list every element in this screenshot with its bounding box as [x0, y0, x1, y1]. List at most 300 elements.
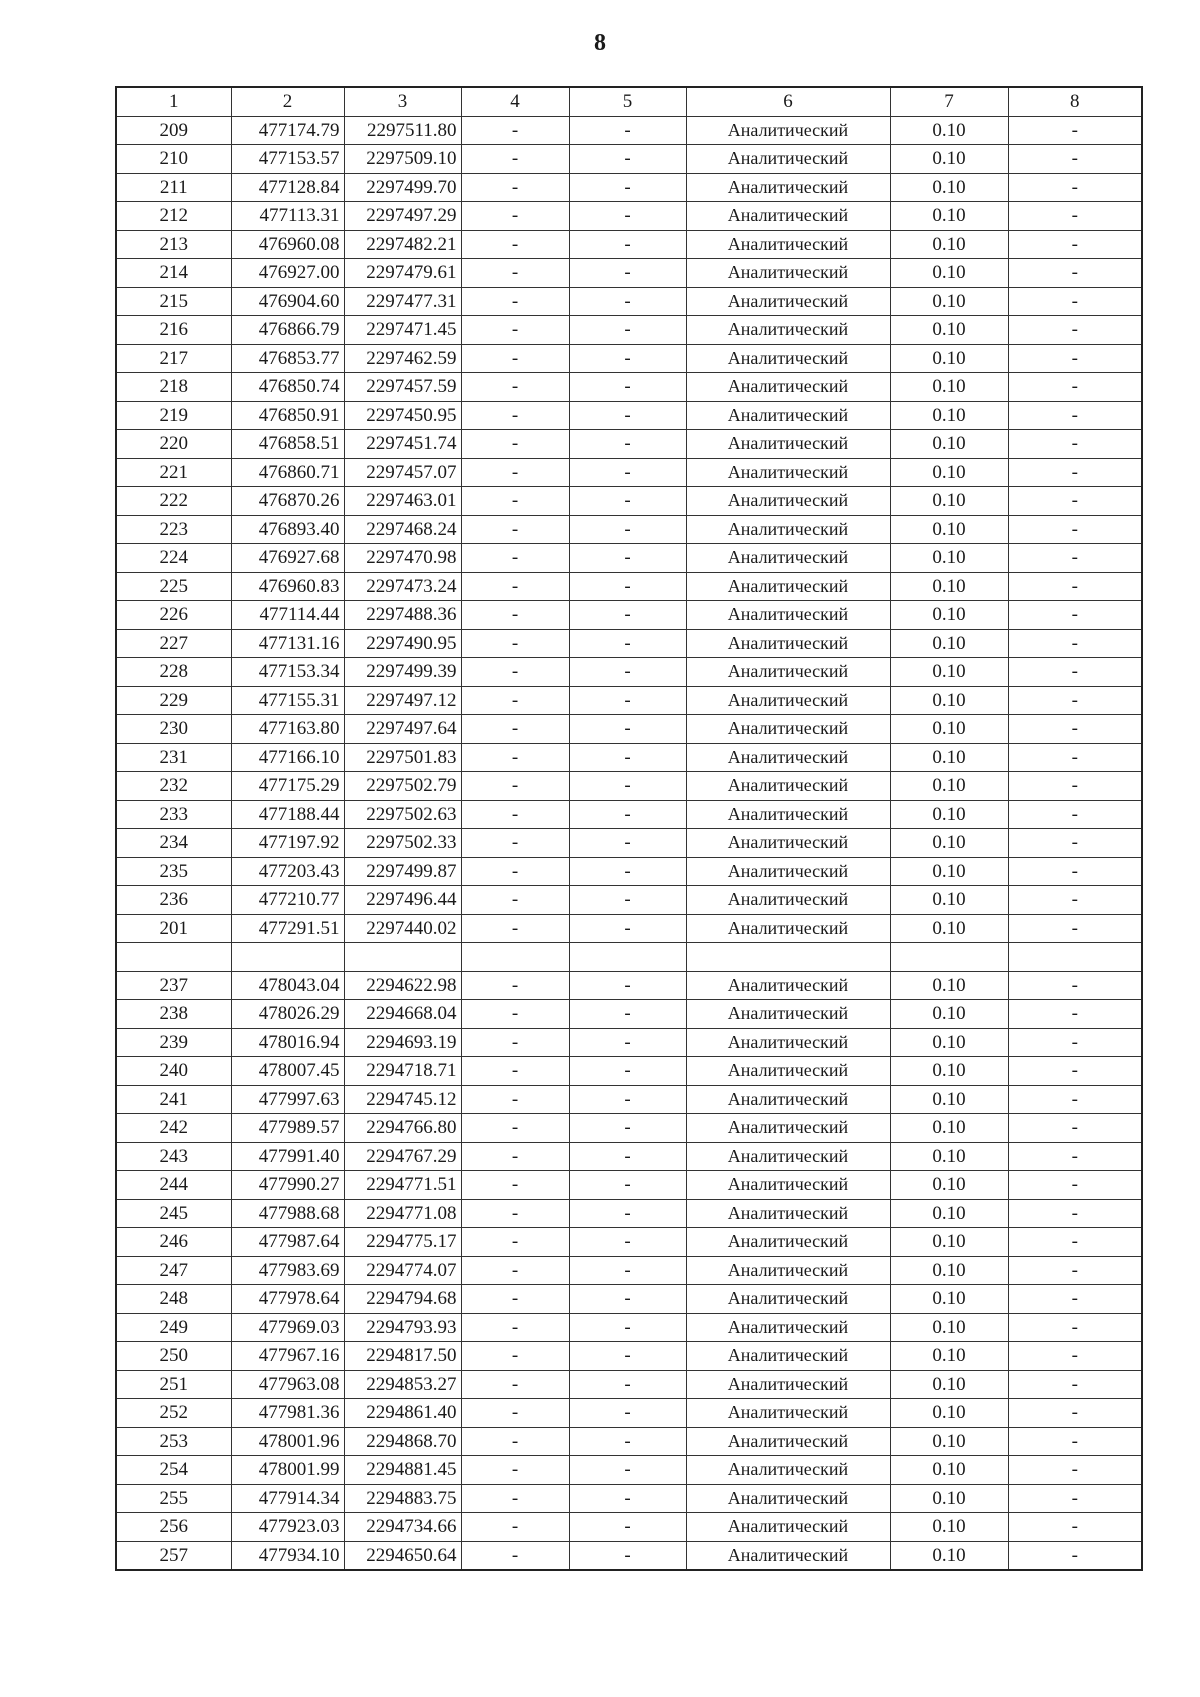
accuracy-cell: 0.10 — [890, 430, 1008, 459]
x-coordinate-cell: 477203.43 — [231, 857, 344, 886]
column-5-cell: - — [569, 1313, 686, 1342]
table-row — [116, 230, 1142, 259]
column-8-cell: - — [1008, 173, 1142, 202]
point-number-cell: 226 — [116, 601, 231, 630]
column-4-cell: - — [461, 1085, 569, 1114]
method-cell: Аналитический — [686, 1028, 890, 1057]
accuracy-cell: 0.10 — [890, 344, 1008, 373]
table-row — [116, 1000, 1142, 1029]
point-number-cell: 252 — [116, 1399, 231, 1428]
y-coordinate-cell: 2294853.27 — [344, 1370, 461, 1399]
column-5-cell: - — [569, 287, 686, 316]
column-8-cell: - — [1008, 1427, 1142, 1456]
method-cell: Аналитический — [686, 1399, 890, 1428]
y-coordinate-cell: 2297473.24 — [344, 572, 461, 601]
x-coordinate-cell: 477991.40 — [231, 1142, 344, 1171]
column-8-cell: - — [1008, 544, 1142, 573]
y-coordinate-cell: 2297497.29 — [344, 202, 461, 231]
point-number-cell: 257 — [116, 1541, 231, 1570]
y-coordinate-cell: 2297468.24 — [344, 515, 461, 544]
point-number-cell: 213 — [116, 230, 231, 259]
table-row — [116, 344, 1142, 373]
accuracy-cell: 0.10 — [890, 1342, 1008, 1371]
column-4-cell: - — [461, 230, 569, 259]
x-coordinate-cell: 477155.31 — [231, 686, 344, 715]
y-coordinate-cell: 2294622.98 — [344, 971, 461, 1000]
column-5-cell: - — [569, 658, 686, 687]
column-5-cell: - — [569, 173, 686, 202]
column-5-cell: - — [569, 629, 686, 658]
column-4-cell: - — [461, 1541, 569, 1570]
column-5-cell — [569, 943, 686, 972]
x-coordinate-cell: 476870.26 — [231, 487, 344, 516]
column-4-cell: - — [461, 629, 569, 658]
accuracy-cell: 0.10 — [890, 173, 1008, 202]
point-number-cell: 211 — [116, 173, 231, 202]
x-coordinate-cell: 478001.99 — [231, 1456, 344, 1485]
column-5-cell: - — [569, 145, 686, 174]
column-4-cell: - — [461, 430, 569, 459]
point-number-cell: 233 — [116, 800, 231, 829]
y-coordinate-cell: 2297502.79 — [344, 772, 461, 801]
column-8-cell: - — [1008, 601, 1142, 630]
column-8-cell: - — [1008, 1313, 1142, 1342]
table-body — [116, 87, 1142, 1570]
table-row — [116, 373, 1142, 402]
table-row — [116, 1028, 1142, 1057]
accuracy-cell: 0.10 — [890, 800, 1008, 829]
point-number-cell: 222 — [116, 487, 231, 516]
method-cell: Аналитический — [686, 173, 890, 202]
column-8-cell: - — [1008, 1342, 1142, 1371]
method-cell: Аналитический — [686, 886, 890, 915]
column-4-cell: - — [461, 487, 569, 516]
method-cell: Аналитический — [686, 857, 890, 886]
accuracy-cell: 0.10 — [890, 572, 1008, 601]
point-number-cell: 235 — [116, 857, 231, 886]
method-cell: Аналитический — [686, 1114, 890, 1143]
column-4-cell: - — [461, 1313, 569, 1342]
method-cell: Аналитический — [686, 1285, 890, 1314]
table-row — [116, 1285, 1142, 1314]
column-4-cell: - — [461, 1142, 569, 1171]
point-number-cell: 247 — [116, 1256, 231, 1285]
table-row — [116, 772, 1142, 801]
column-8-cell: - — [1008, 629, 1142, 658]
table-row — [116, 1370, 1142, 1399]
point-number-cell: 246 — [116, 1228, 231, 1257]
column-8-cell: - — [1008, 1399, 1142, 1428]
point-number-cell: 244 — [116, 1171, 231, 1200]
table-row — [116, 1313, 1142, 1342]
accuracy-cell: 0.10 — [890, 886, 1008, 915]
column-5-cell: - — [569, 601, 686, 630]
y-coordinate-cell: 2297502.63 — [344, 800, 461, 829]
point-number-cell: 219 — [116, 401, 231, 430]
point-number-cell: 242 — [116, 1114, 231, 1143]
method-cell: Аналитический — [686, 601, 890, 630]
x-coordinate-cell: 477983.69 — [231, 1256, 344, 1285]
column-5-cell: - — [569, 857, 686, 886]
column-4-cell: - — [461, 658, 569, 687]
column-8-cell: - — [1008, 202, 1142, 231]
point-number-cell: 248 — [116, 1285, 231, 1314]
column-5-cell: - — [569, 373, 686, 402]
method-cell: Аналитический — [686, 772, 890, 801]
y-coordinate-cell: 2294868.70 — [344, 1427, 461, 1456]
column-5-cell: - — [569, 1000, 686, 1029]
x-coordinate-cell: 477978.64 — [231, 1285, 344, 1314]
method-cell: Аналитический — [686, 743, 890, 772]
column-8-cell: - — [1008, 772, 1142, 801]
method-cell: Аналитический — [686, 1370, 890, 1399]
accuracy-cell: 0.10 — [890, 515, 1008, 544]
table-row — [116, 1057, 1142, 1086]
table-row — [116, 1342, 1142, 1371]
column-5-cell: - — [569, 971, 686, 1000]
x-coordinate-cell — [231, 943, 344, 972]
y-coordinate-cell: 2297482.21 — [344, 230, 461, 259]
x-coordinate-cell: 476960.83 — [231, 572, 344, 601]
accuracy-cell: 0.10 — [890, 202, 1008, 231]
method-cell: Аналитический — [686, 1342, 890, 1371]
point-number-cell: 225 — [116, 572, 231, 601]
point-number-cell: 229 — [116, 686, 231, 715]
x-coordinate-cell: 476860.71 — [231, 458, 344, 487]
y-coordinate-cell: 2294794.68 — [344, 1285, 461, 1314]
column-8-cell: - — [1008, 1456, 1142, 1485]
y-coordinate-cell: 2297501.83 — [344, 743, 461, 772]
point-number-cell: 230 — [116, 715, 231, 744]
y-coordinate-cell: 2294766.80 — [344, 1114, 461, 1143]
column-5-cell: - — [569, 1541, 686, 1570]
table-row — [116, 544, 1142, 573]
column-8-cell: - — [1008, 1171, 1142, 1200]
column-5-cell: - — [569, 401, 686, 430]
column-4-cell: - — [461, 829, 569, 858]
x-coordinate-cell: 477175.29 — [231, 772, 344, 801]
point-number-cell: 237 — [116, 971, 231, 1000]
column-8-cell: - — [1008, 1370, 1142, 1399]
column-8-cell: - — [1008, 1484, 1142, 1513]
column-4-cell: - — [461, 572, 569, 601]
column-4-cell: - — [461, 1057, 569, 1086]
x-coordinate-cell: 477987.64 — [231, 1228, 344, 1257]
x-coordinate-cell: 477188.44 — [231, 800, 344, 829]
table-row — [116, 287, 1142, 316]
column-8-cell: - — [1008, 658, 1142, 687]
method-cell: Аналитический — [686, 629, 890, 658]
y-coordinate-cell: 2297496.44 — [344, 886, 461, 915]
column-4-cell: - — [461, 287, 569, 316]
x-coordinate-cell: 477923.03 — [231, 1513, 344, 1542]
table-row — [116, 943, 1142, 972]
y-coordinate-cell: 2294771.08 — [344, 1199, 461, 1228]
accuracy-cell: 0.10 — [890, 230, 1008, 259]
point-number-cell: 241 — [116, 1085, 231, 1114]
column-8-cell: - — [1008, 1057, 1142, 1086]
point-number-cell: 214 — [116, 259, 231, 288]
column-4-cell: - — [461, 458, 569, 487]
point-number-cell: 243 — [116, 1142, 231, 1171]
column-4-cell: - — [461, 686, 569, 715]
y-coordinate-cell: 2294745.12 — [344, 1085, 461, 1114]
table-row — [116, 430, 1142, 459]
point-number-cell: 218 — [116, 373, 231, 402]
column-4-cell: - — [461, 1399, 569, 1428]
table-row — [116, 1513, 1142, 1542]
column-4-cell: - — [461, 1484, 569, 1513]
method-cell: Аналитический — [686, 1256, 890, 1285]
point-number-cell: 236 — [116, 886, 231, 915]
x-coordinate-cell: 477989.57 — [231, 1114, 344, 1143]
table-row — [116, 1256, 1142, 1285]
method-cell: Аналитический — [686, 401, 890, 430]
y-coordinate-cell: 2297509.10 — [344, 145, 461, 174]
table-row — [116, 515, 1142, 544]
x-coordinate-cell: 477197.92 — [231, 829, 344, 858]
y-coordinate-cell: 2297502.33 — [344, 829, 461, 858]
point-number-cell: 210 — [116, 145, 231, 174]
table-row — [116, 401, 1142, 430]
x-coordinate-cell: 477969.03 — [231, 1313, 344, 1342]
table-row — [116, 1228, 1142, 1257]
method-cell: Аналитический — [686, 1513, 890, 1542]
column-4-cell: - — [461, 316, 569, 345]
column-5-cell: - — [569, 914, 686, 943]
column-8-cell: - — [1008, 743, 1142, 772]
y-coordinate-cell: 2297450.95 — [344, 401, 461, 430]
method-cell: Аналитический — [686, 715, 890, 744]
table-row — [116, 572, 1142, 601]
column-8-cell: - — [1008, 487, 1142, 516]
x-coordinate-cell: 477210.77 — [231, 886, 344, 915]
y-coordinate-cell: 2297497.12 — [344, 686, 461, 715]
column-5-cell: - — [569, 829, 686, 858]
accuracy-cell: 0.10 — [890, 1541, 1008, 1570]
y-coordinate-cell: 2294817.50 — [344, 1342, 461, 1371]
table-row — [116, 1142, 1142, 1171]
column-5-cell: - — [569, 1370, 686, 1399]
y-coordinate-cell: 2297511.80 — [344, 116, 461, 145]
x-coordinate-cell: 476866.79 — [231, 316, 344, 345]
table-row — [116, 601, 1142, 630]
column-4-cell: - — [461, 1028, 569, 1057]
point-number-cell: 250 — [116, 1342, 231, 1371]
accuracy-cell: 0.10 — [890, 971, 1008, 1000]
column-4-cell: - — [461, 857, 569, 886]
table-row — [116, 458, 1142, 487]
x-coordinate-cell: 478026.29 — [231, 1000, 344, 1029]
column-8-cell: - — [1008, 572, 1142, 601]
accuracy-cell: 0.10 — [890, 1285, 1008, 1314]
x-coordinate-cell: 477174.79 — [231, 116, 344, 145]
column-5-cell: - — [569, 430, 686, 459]
column-5-cell: - — [569, 1256, 686, 1285]
accuracy-cell: 0.10 — [890, 1427, 1008, 1456]
column-5-cell: - — [569, 1228, 686, 1257]
method-cell: Аналитический — [686, 572, 890, 601]
method-cell: Аналитический — [686, 230, 890, 259]
column-5-cell: - — [569, 1456, 686, 1485]
point-number-cell: 212 — [116, 202, 231, 231]
table-row — [116, 173, 1142, 202]
table-row — [116, 202, 1142, 231]
x-coordinate-cell: 477163.80 — [231, 715, 344, 744]
column-5-cell: - — [569, 1028, 686, 1057]
point-number-cell: 234 — [116, 829, 231, 858]
column-8-cell: - — [1008, 430, 1142, 459]
column-8-cell: - — [1008, 116, 1142, 145]
column-4-cell: - — [461, 1427, 569, 1456]
column-4-cell: - — [461, 1342, 569, 1371]
table-row — [116, 829, 1142, 858]
column-header-6: 6 — [686, 87, 890, 116]
column-4-cell: - — [461, 116, 569, 145]
column-8-cell: - — [1008, 401, 1142, 430]
method-cell: Аналитический — [686, 1456, 890, 1485]
method-cell — [686, 943, 890, 972]
column-8-cell: - — [1008, 1028, 1142, 1057]
x-coordinate-cell: 477988.68 — [231, 1199, 344, 1228]
point-number-cell: 231 — [116, 743, 231, 772]
y-coordinate-cell: 2294881.45 — [344, 1456, 461, 1485]
table-row — [116, 1456, 1142, 1485]
column-5-cell: - — [569, 1142, 686, 1171]
accuracy-cell: 0.10 — [890, 743, 1008, 772]
column-8-cell: - — [1008, 971, 1142, 1000]
point-number-cell: 201 — [116, 914, 231, 943]
accuracy-cell: 0.10 — [890, 1370, 1008, 1399]
method-cell: Аналитический — [686, 658, 890, 687]
accuracy-cell: 0.10 — [890, 373, 1008, 402]
table-row — [116, 1541, 1142, 1570]
table-row — [116, 1199, 1142, 1228]
page-number: 8 — [594, 30, 606, 56]
accuracy-cell: 0.10 — [890, 1057, 1008, 1086]
column-8-cell: - — [1008, 515, 1142, 544]
column-8-cell: - — [1008, 344, 1142, 373]
y-coordinate-cell: 2294774.07 — [344, 1256, 461, 1285]
y-coordinate-cell: 2294718.71 — [344, 1057, 461, 1086]
accuracy-cell: 0.10 — [890, 857, 1008, 886]
table-row — [116, 1427, 1142, 1456]
column-5-cell: - — [569, 1285, 686, 1314]
column-5-cell: - — [569, 1057, 686, 1086]
x-coordinate-cell: 477997.63 — [231, 1085, 344, 1114]
x-coordinate-cell: 476858.51 — [231, 430, 344, 459]
column-8-cell: - — [1008, 1256, 1142, 1285]
column-5-cell: - — [569, 772, 686, 801]
method-cell: Аналитический — [686, 287, 890, 316]
x-coordinate-cell: 478007.45 — [231, 1057, 344, 1086]
accuracy-cell: 0.10 — [890, 772, 1008, 801]
column-8-cell: - — [1008, 829, 1142, 858]
table-row — [116, 886, 1142, 915]
point-number-cell: 255 — [116, 1484, 231, 1513]
method-cell: Аналитический — [686, 544, 890, 573]
column-5-cell: - — [569, 1513, 686, 1542]
accuracy-cell: 0.10 — [890, 544, 1008, 573]
column-4-cell: - — [461, 515, 569, 544]
x-coordinate-cell: 477153.57 — [231, 145, 344, 174]
column-5-cell: - — [569, 715, 686, 744]
column-header-2: 2 — [231, 87, 344, 116]
method-cell: Аналитический — [686, 1541, 890, 1570]
table-row — [116, 743, 1142, 772]
column-5-cell: - — [569, 1085, 686, 1114]
x-coordinate-cell: 476853.77 — [231, 344, 344, 373]
column-5-cell: - — [569, 116, 686, 145]
column-4-cell: - — [461, 772, 569, 801]
x-coordinate-cell: 476893.40 — [231, 515, 344, 544]
method-cell: Аналитический — [686, 259, 890, 288]
column-8-cell: - — [1008, 145, 1142, 174]
point-number-cell: 240 — [116, 1057, 231, 1086]
column-5-cell: - — [569, 230, 686, 259]
table-row — [116, 116, 1142, 145]
accuracy-cell: 0.10 — [890, 1484, 1008, 1513]
column-5-cell: - — [569, 1399, 686, 1428]
x-coordinate-cell: 476850.91 — [231, 401, 344, 430]
column-4-cell: - — [461, 145, 569, 174]
x-coordinate-cell: 477934.10 — [231, 1541, 344, 1570]
y-coordinate-cell: 2297490.95 — [344, 629, 461, 658]
x-coordinate-cell: 477981.36 — [231, 1399, 344, 1428]
x-coordinate-cell: 477166.10 — [231, 743, 344, 772]
point-number-cell: 253 — [116, 1427, 231, 1456]
accuracy-cell: 0.10 — [890, 1085, 1008, 1114]
table-row — [116, 629, 1142, 658]
column-4-cell: - — [461, 1256, 569, 1285]
accuracy-cell: 0.10 — [890, 1256, 1008, 1285]
column-8-cell: - — [1008, 316, 1142, 345]
point-number-cell: 239 — [116, 1028, 231, 1057]
point-number-cell: 251 — [116, 1370, 231, 1399]
column-5-cell: - — [569, 1342, 686, 1371]
accuracy-cell: 0.10 — [890, 116, 1008, 145]
y-coordinate-cell: 2297477.31 — [344, 287, 461, 316]
column-5-cell: - — [569, 572, 686, 601]
x-coordinate-cell: 478043.04 — [231, 971, 344, 1000]
point-number-cell: 254 — [116, 1456, 231, 1485]
x-coordinate-cell: 477113.31 — [231, 202, 344, 231]
accuracy-cell: 0.10 — [890, 1228, 1008, 1257]
x-coordinate-cell: 477967.16 — [231, 1342, 344, 1371]
method-cell: Аналитический — [686, 971, 890, 1000]
table-row — [116, 1114, 1142, 1143]
point-number-cell: 227 — [116, 629, 231, 658]
accuracy-cell: 0.10 — [890, 1114, 1008, 1143]
table-row — [116, 316, 1142, 345]
column-5-cell: - — [569, 487, 686, 516]
x-coordinate-cell: 478001.96 — [231, 1427, 344, 1456]
column-header-3: 3 — [344, 87, 461, 116]
column-4-cell: - — [461, 344, 569, 373]
table-row — [116, 1171, 1142, 1200]
accuracy-cell: 0.10 — [890, 658, 1008, 687]
point-number-cell: 223 — [116, 515, 231, 544]
accuracy-cell: 0.10 — [890, 1456, 1008, 1485]
column-4-cell: - — [461, 886, 569, 915]
column-5-cell: - — [569, 344, 686, 373]
column-8-cell: - — [1008, 1228, 1142, 1257]
method-cell: Аналитический — [686, 316, 890, 345]
method-cell: Аналитический — [686, 1484, 890, 1513]
method-cell: Аналитический — [686, 487, 890, 516]
column-8-cell: - — [1008, 458, 1142, 487]
column-4-cell — [461, 943, 569, 972]
